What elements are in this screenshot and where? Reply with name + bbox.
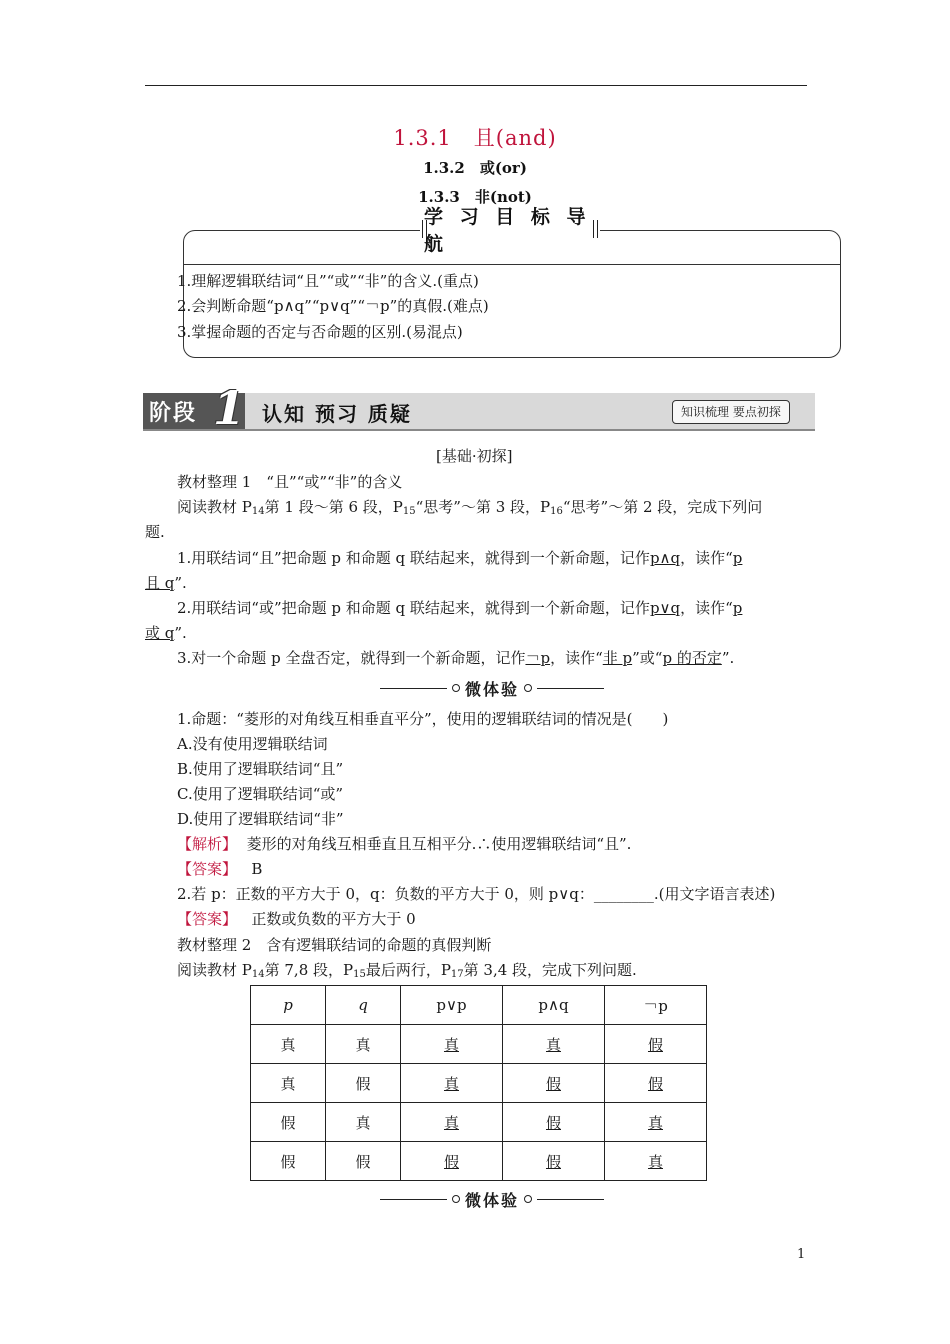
weiti-divider — [380, 677, 604, 699]
exercise1-analysis: 【解析】 菱形的对角线互相垂直且互相平分.∴使用逻辑联结词“且”. — [177, 835, 632, 853]
divider-line — [380, 1199, 447, 1200]
section1-intro-cont: 题. — [145, 523, 165, 541]
section1-intro: 阅读教材 $P_{14}$第 1 段～第 6 段，$P_{15}“$思考”～第 3 段，$P_{16}“$思考”～第 2 段，完成下列问 — [177, 498, 763, 517]
exercise1-answer: 【答案】 B — [177, 860, 263, 878]
answer-label: 【答案】 — [177, 910, 238, 928]
weiti-label: 微体验 — [465, 679, 520, 699]
section-title-main: 1.3.1 且(and) — [393, 126, 557, 150]
table-cell: 真 — [326, 1025, 401, 1064]
heading-bar-right — [593, 220, 598, 238]
table-cell: 假 — [251, 1103, 326, 1142]
circle-icon — [524, 1195, 532, 1203]
definition-or-cont: 或 q”. — [145, 624, 187, 642]
basics-heading: [基础·初探] — [436, 447, 513, 465]
exercise2-question: 2.若 p：正数的平方大于 0，q：负数的平方大于 0，则 p∨q：________.(用文字语言表述) — [177, 885, 776, 903]
circle-icon — [452, 684, 460, 692]
stage-tag: 知识梳理 要点初探 — [672, 400, 790, 424]
table-row — [251, 1064, 707, 1103]
goal-item: 3.掌握命题的否定与否命题的区别.(易混点) — [177, 323, 463, 341]
table-cell: 假 — [503, 1142, 605, 1181]
section2-title: 教材整理 2 含有逻辑联结词的命题的真假判断 — [177, 936, 492, 954]
stage-label: 阶段 — [143, 393, 245, 429]
circle-icon — [524, 684, 532, 692]
table-cell: 真 — [605, 1142, 707, 1181]
exercise1-question: 1.命题：“菱形的对角线互相垂直平分”，使用的逻辑联结词的情况是( ) — [177, 710, 669, 728]
table-row — [251, 1103, 707, 1142]
table-header: p — [251, 986, 326, 1025]
table-cell: 假 — [326, 1064, 401, 1103]
answer-label: 【答案】 — [177, 860, 238, 878]
table-cell: 假 — [326, 1142, 401, 1181]
table-header: p∨p — [401, 986, 503, 1025]
table-cell: 真 — [401, 1064, 503, 1103]
goals-heading-banner — [420, 206, 600, 255]
table-cell: 真 — [326, 1103, 401, 1142]
table-cell: 真 — [251, 1064, 326, 1103]
section1-title: 教材整理 1 “且”“或”“非”的含义 — [177, 473, 403, 491]
table-header: q — [326, 986, 401, 1025]
goals-heading: 学 习 目 标 导 航 — [424, 206, 591, 255]
table-cell: 假 — [503, 1103, 605, 1142]
table-cell: 假 — [503, 1064, 605, 1103]
top-rule — [145, 85, 807, 86]
weiti-divider — [380, 1188, 604, 1210]
table-header: ￢p — [605, 986, 707, 1025]
goals-divider — [183, 264, 841, 265]
heading-bar-left — [422, 220, 427, 238]
stage-title: 认知 预习 质疑 — [262, 402, 412, 426]
goal-item: 1.理解逻辑联结词“且”“或”“非”的含义.(重点) — [177, 272, 479, 290]
section-title-or: 1.3.2 或(or) — [423, 159, 527, 177]
goal-item: 2.会判断命题“p∧q”“p∨q”“￢p”的真假.(难点) — [177, 297, 489, 315]
section2-intro: 阅读教材 $P_{14}$第 7,8 段，$P_{15}$最后两行，$P_{17}$第 3,4 段，完成下列问题. — [177, 961, 637, 980]
option-a: A.没有使用逻辑联结词 — [177, 735, 328, 753]
table-cell: 假 — [605, 1064, 707, 1103]
table-cell: 真 — [605, 1103, 707, 1142]
table-cell: 假 — [605, 1025, 707, 1064]
table-cell: 假 — [251, 1142, 326, 1181]
table-cell: 真 — [401, 1025, 503, 1064]
table-row — [251, 1142, 707, 1181]
divider-line — [537, 688, 604, 689]
table-header: p∧q — [503, 986, 605, 1025]
section-title-not: 1.3.3 非(not) — [418, 188, 532, 206]
exercise2-answer: 【答案】 正数或负数的平方大于 0 — [177, 910, 416, 928]
circle-icon — [452, 1195, 460, 1203]
table-row — [251, 1025, 707, 1064]
definition-or: 2.用联结词“或”把命题 p 和命题 q 联结起来，就得到一个新命题，记作p∨q，读作“p — [177, 599, 743, 617]
table-header-row — [251, 986, 707, 1025]
divider-line — [380, 688, 447, 689]
stage-number: 1 — [213, 381, 246, 435]
table-cell: 假 — [401, 1142, 503, 1181]
divider-line — [537, 1199, 604, 1200]
table-cell: 真 — [251, 1025, 326, 1064]
definition-not: 3.对一个命题 p 全盘否定，就得到一个新命题，记作￢p，读作“非 p”或“p 的否定”. — [177, 649, 735, 667]
page-number: 1 — [797, 1247, 806, 1262]
option-b: B.使用了逻辑联结词“且” — [177, 760, 344, 778]
weiti-label: 微体验 — [465, 1190, 520, 1210]
definition-and-cont: 且 q”. — [145, 574, 187, 592]
definition-and: 1.用联结词“且”把命题 p 和命题 q 联结起来，就得到一个新命题，记作p∧q，读作“p — [177, 549, 743, 567]
table-cell: 真 — [401, 1103, 503, 1142]
table-cell: 真 — [503, 1025, 605, 1064]
truth-table — [250, 985, 707, 1181]
option-c: C.使用了逻辑联结词“或” — [177, 785, 344, 803]
analysis-label: 【解析】 — [177, 835, 238, 853]
option-d: D.使用了逻辑联结词“非” — [177, 810, 344, 828]
